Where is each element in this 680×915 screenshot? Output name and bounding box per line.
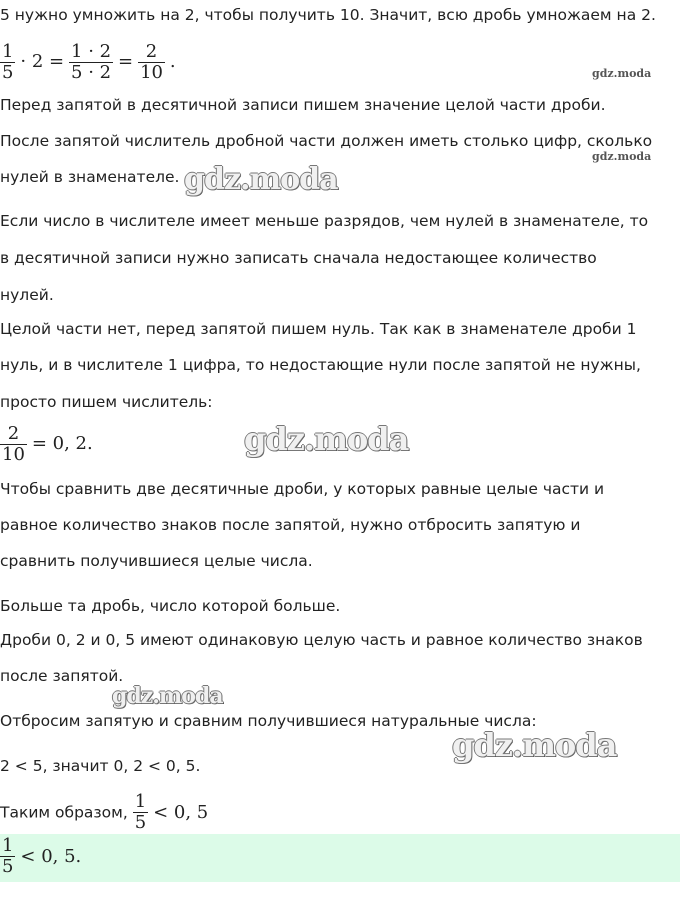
- text-prefix: Таким образом,: [0, 803, 128, 822]
- text-line-19: Отбросим запятую и сравним получившиеся натуральные числа:: [0, 712, 537, 730]
- equation-3: [0, 792, 208, 833]
- text-line-7: в десятичной записи нужно записать сначала недостающее количество: [0, 249, 597, 267]
- text-line-17: Дроби 0, 2 и 0, 5 имеют одинаковую целую часть и равное количество знаков: [0, 631, 643, 649]
- fraction: [133, 792, 148, 833]
- text-line-3: Перед запятой в десятичной записи пишем значение целой части дроби.: [0, 96, 606, 114]
- equation-2: [0, 424, 93, 465]
- text-line-13: Чтобы сравнить две десятичные дроби, у которых равные целые части и: [0, 480, 605, 498]
- equation-1: [0, 42, 176, 83]
- text-line-20: 2 < 5, значит 0, 2 < 0, 5.: [0, 757, 201, 775]
- watermark-large: gdz.moda: [244, 420, 409, 458]
- text-line-14: равное количество знаков после запятой, нужно отбросить запятую и: [0, 516, 581, 534]
- denominator: 10: [2, 444, 25, 465]
- period: .: [169, 51, 176, 72]
- text-line-6: Если число в числителе имеет меньше разрядов, чем нулей в знаменателе, то: [0, 212, 649, 230]
- expression: = 0, 2.: [31, 433, 93, 454]
- text-line-8: нулей.: [0, 286, 54, 304]
- numerator: 1 · 2: [71, 41, 112, 62]
- denominator: 5: [2, 62, 14, 83]
- text-line-11: просто пишем числитель:: [0, 393, 213, 411]
- fraction: [0, 836, 15, 877]
- text-line-10: нуль, и в числителе 1 цифра, то недостающие нули после запятой не нужны,: [0, 356, 641, 374]
- expression: < 0, 5: [153, 802, 209, 823]
- fraction: [0, 42, 15, 83]
- numerator: 1: [2, 41, 14, 62]
- numerator: 1: [134, 791, 147, 812]
- text-line-9: Целой части нет, перед запятой пишем нуль. Так как в знаменателе дроби 1: [0, 320, 637, 338]
- text-line-1: 5 нужно умножить на 2, чтобы получить 10. Значит, всю дробь умножаем на 2.: [0, 6, 656, 24]
- fraction: [138, 42, 165, 83]
- watermark-small: gdz.moda: [592, 67, 652, 80]
- text-line-18: после запятой.: [0, 667, 124, 685]
- denominator: 5: [2, 856, 14, 877]
- answer-highlight: [0, 834, 680, 882]
- text-line-16: Больше та дробь, число которой больше.: [0, 597, 341, 615]
- operator: =: [118, 51, 134, 72]
- denominator: 5: [134, 812, 147, 833]
- fraction: [0, 424, 27, 465]
- text-line-15: сравнить получившиеся целые числа.: [0, 552, 313, 570]
- expression: < 0, 5.: [20, 846, 82, 867]
- numerator: 2: [0, 424, 27, 445]
- watermark-large: gdz.moda: [452, 726, 617, 764]
- numerator: 2: [138, 42, 165, 63]
- operator: · 2 =: [20, 51, 65, 72]
- text-line-4: После запятой числитель дробной части должен иметь столько цифр, сколько: [0, 132, 653, 150]
- watermark-large: gdz.moda: [184, 162, 338, 197]
- watermark-large: gdz.moda: [112, 683, 223, 709]
- watermark-small: gdz.moda: [592, 150, 652, 163]
- denominator: 10: [140, 62, 163, 83]
- fraction: [69, 42, 113, 83]
- denominator: 5 · 2: [71, 62, 112, 83]
- answer-equation: [0, 836, 81, 877]
- text-line-5: нулей в знаменателе.: [0, 168, 180, 186]
- numerator: 1: [2, 835, 14, 856]
